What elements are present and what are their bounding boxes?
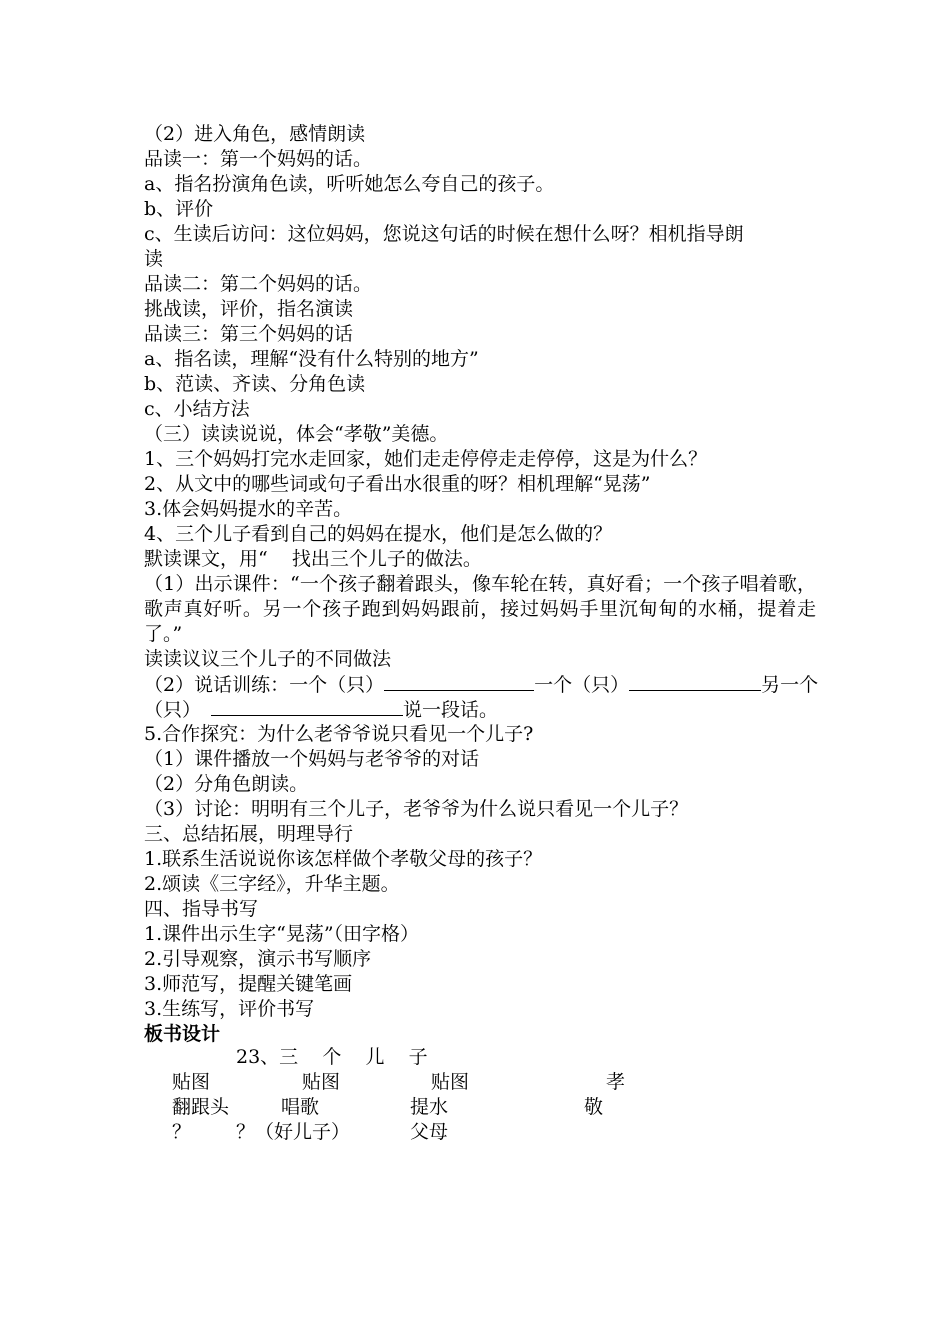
- text-line: a、指名扮演角色读，听听她怎么夸自己的孩子。: [144, 173, 555, 195]
- board-design-heading: 板书设计: [144, 1023, 221, 1045]
- text-line: 1.课件出示生字“晃荡”（田字格）: [144, 923, 420, 945]
- lesson-plan-body: [144, 122, 819, 1047]
- board-action-1: 翻跟头: [172, 1096, 230, 1118]
- board-question-2: ？（好儿子）: [236, 1121, 351, 1143]
- text-line: b、范读、齐读、分角色读: [144, 373, 366, 395]
- text-line: 默读课文，用“ 找出三个儿子的做法。: [144, 548, 482, 570]
- text-line: 2.引导观察，演示书写顺序: [144, 948, 372, 970]
- text-line: 品读三：第三个妈妈的话: [144, 323, 354, 345]
- text-line: 2.颂读《三字经》，升华主题。: [144, 873, 400, 895]
- fill-blank: [384, 672, 534, 691]
- text-line: 3.生练写，评价书写: [144, 998, 315, 1020]
- text-line: 2、从文中的哪些词或句子看出水很重的呀？相机理解“晃荡”: [144, 473, 651, 495]
- text-line: 5.合作探究：为什么老爷爷说只看见一个儿子?: [144, 723, 534, 745]
- text-line: 三、总结拓展，明理导行: [144, 823, 354, 845]
- speaking-text: 一个（只）: [534, 674, 630, 696]
- text-line: b、评价: [144, 198, 214, 220]
- fill-blank: [211, 697, 403, 716]
- text-line: 1.联系生活说说你该怎样做个孝敬父母的孩子？: [144, 848, 543, 870]
- board-fumu: 父母: [410, 1121, 449, 1143]
- board-picture-3: 贴图: [431, 1071, 470, 1093]
- board-question-1: ？: [172, 1121, 192, 1143]
- text-line: 读: [144, 248, 164, 270]
- text-line: 四、指导书写: [144, 898, 259, 920]
- text-line: （2）进入角色，感情朗读: [144, 123, 366, 145]
- speaking-text: （2）说话训练：一个（只）: [144, 674, 385, 696]
- text-line: 4、三个儿子看到自己的妈妈在提水，他们是怎么做的？: [144, 523, 613, 545]
- text-line: 品读一：第一个妈妈的话。: [144, 148, 373, 170]
- board-title: 23、三 个 儿 子: [236, 1046, 428, 1068]
- text-line: a、指名读，理解“没有什么特别的地方”: [144, 348, 479, 370]
- text-line: 3.师范写，提醒关键笔画: [144, 973, 353, 995]
- text-line: 挑战读，评价，指名演读: [144, 298, 354, 320]
- text-line: （1）课件播放一个妈妈与老爷爷的对话: [144, 748, 480, 770]
- speaking-practice-line: [144, 672, 819, 697]
- board-picture-2: 贴图: [302, 1071, 341, 1093]
- courseware-paragraph: （1）出示课件：“一个孩子翻着跟头，像车轮在转，真好看；一个孩子唱着歌，歌声真好听。另一个孩子跑到妈妈跟前，接过妈妈手里沉甸甸的水桶，提着走了。”: [144, 573, 816, 645]
- board-xiao: 孝: [606, 1071, 626, 1093]
- board-action-2: 唱歌: [281, 1096, 320, 1118]
- board-picture-1: 贴图: [172, 1071, 211, 1093]
- text-line: c、生读后访问：这位妈妈，您说这句话的时候在想什么呀？相机指导朗: [144, 223, 744, 245]
- text-line: 1、三个妈妈打完水走回家，她们走走停停走走停停，这是为什么？: [144, 448, 708, 470]
- text-line: 3.体会妈妈提水的辛苦。: [144, 498, 353, 520]
- fill-blank: [629, 672, 761, 691]
- board-jing: 敬: [584, 1096, 604, 1118]
- speaking-text: 说一段话。: [403, 699, 499, 721]
- text-line: （三）读读说说，体会“孝敬”美德。: [144, 423, 449, 445]
- text-line: （3）讨论：明明有三个儿子，老爷爷为什么说只看见一个儿子？: [144, 798, 689, 820]
- speaking-text: （只）: [144, 699, 202, 721]
- board-action-3: 提水: [410, 1096, 449, 1118]
- text-line: c、小结方法: [144, 398, 250, 420]
- speaking-practice-line: [144, 697, 816, 722]
- text-line: （2）分角色朗读。: [144, 773, 309, 795]
- text-line: 读读议议三个儿子的不同做法: [144, 648, 392, 670]
- text-line: 品读二：第二个妈妈的话。: [144, 273, 373, 295]
- speaking-text: 另一个: [761, 674, 819, 696]
